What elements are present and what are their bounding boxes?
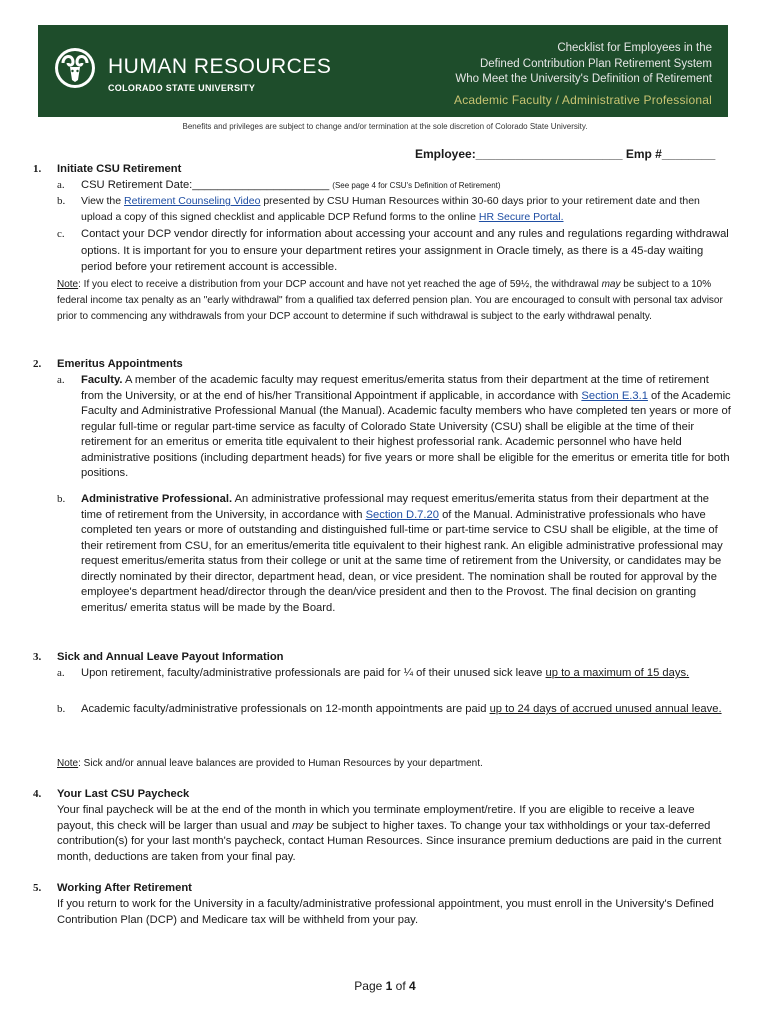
org-name: HUMAN RESOURCES — [108, 55, 332, 78]
university-name: COLORADO STATE UNIVERSITY — [108, 83, 256, 93]
paycheck-text: Your final paycheck will be at the end of the month in which you terminate employment/retire. If you are eligible to receive a leave payout, this check will be larger than usual and may be subject to higher taxes. To change your tax withholdings or your tax-deferred contribution(s) for your last month's paycheck, contact Human Resources. Since insurance premium deductions are paid in the current month, deductions are taken from your final pay. — [57, 804, 722, 863]
employee-field-line: Employee:______________________ Emp #________ — [415, 147, 716, 161]
ram-logo-icon — [54, 47, 96, 89]
item-letter: a. — [57, 374, 65, 386]
balances-note: Note: Sick and/or annual leave balances are provided to Human Resources by your department. — [57, 758, 483, 769]
section-title: Emeritus Appointments — [57, 358, 183, 370]
item-letter: c. — [57, 228, 65, 240]
item-letter: a. — [57, 179, 65, 191]
item-letter: b. — [57, 493, 66, 505]
section-title: Initiate CSU Retirement — [57, 163, 182, 175]
section-number: 3. — [33, 651, 42, 663]
withdrawal-note: Note: If you elect to receive a distribution from your DCP account and have not yet reached the age of 59½, the withdrawal may be subject to a 10% federal income tax penalty as an "early withdrawal" from a qualified tax deferred pension plan. You are encouraged to consult with personal tax advisor prior to commencing any withdrawals from your DCP account to determine if such withdrawal is subject to the early withdrawal penalty. — [57, 279, 723, 322]
page-number: Page 1 of 4 — [354, 979, 416, 993]
disclaimer: Benefits and privileges are subject to change and/or termination at the sole discretion of Colorado State University. — [182, 122, 588, 131]
section-number: 4. — [33, 788, 42, 800]
retirement-date-field: CSU Retirement Date:______________________ — [81, 179, 330, 191]
section-emeritus: 2. Emeritus Appointments a. Faculty. A member of the academic faculty may request emeritus/emerita status from their department at the time of retirement from the University, or at the end of his/her Transitional Appointment if applicable, in accordance with Section E.3.1 of the Academic Faculty and Administrative Professional Manual (the Manual). Academic faculty members who have completed ten years or more of regular full-time or regular part-time service as faculty of Colorado State University (CSU) shall be eligible at the time of their retirement for an emeritus or emerita title equivalent to their highest professorial rank. Academic personnel who have held administrative positions (including department heads) for five years or more shall be eligible for the emeritus or emerita title for both positions. b. Administrative Professional. An administrative professional may request emeritus/emerita status from their department at the time of retirement from the University, in accordance with Section D.7.20 of the Manual. Administrative professionals who have completed ten years or more of outstanding and distinguished full-time or part-time service to CSU shall be eligible, at the time of their retirement from CSU, for an emeritus/emerita title equivalent to their highest rank. An eligible administrative professional may request emeritus/emerita status from their college or unit at the same time of retirement from the University, or candidates may be directly nominated by their director, department head, dean, or vice president. The nomination shall be routed for approval by the employee's department head/director through the dean/vice president and then to the Provost. The final decision on granting emeritus/ emerita status will be made by the Board. — [33, 358, 731, 614]
section-number: 5. — [33, 882, 42, 894]
audience-subtitle: Academic Faculty / Administrative Professional — [454, 93, 712, 107]
section-working-after — [33, 881, 733, 931]
working-after-text: If you return to work for the University in a faculty/administrative professional appointment, you must enroll in the University's Defined Contribution Plan (DCP) and Medicare tax will be withheld from your pay. — [57, 898, 714, 926]
item-letter: b. — [57, 703, 66, 715]
section-e31-link[interactable]: Section E.3.1 — [581, 389, 648, 402]
section-d720-link[interactable]: Section D.7.20 — [365, 508, 439, 521]
retirement-video-link[interactable]: Retirement Counseling Video — [124, 195, 261, 207]
date-definition-note: (See page 4 for CSU's Definition of Retirement) — [332, 181, 501, 190]
item-letter: b. — [57, 195, 66, 207]
hr-secure-portal-link[interactable]: HR Secure Portal. — [478, 210, 564, 223]
section-title: Your Last CSU Paycheck — [57, 788, 190, 800]
item-letter: a. — [57, 667, 65, 679]
section-number: 2. — [33, 358, 42, 370]
section-number: 1. — [33, 163, 42, 175]
section-initiate-retirement: 1. Initiate CSU Retirement a. CSU Retirement Date:______________________ (See page 4 for CSU's Definition of Retirement) b. View the Retirement Counseling Video presented by CSU Human Resources within 30-60 days prior to your retirement date and then upload a copy of this signed checklist and applicable DCP Refund forms to the online HR Secure Portal. c. Contact your DCP vendor directly for information about accessing your account and any rules and regulations regarding withdrawal options. It is important for you to ensure your department retires your assignment in Oracle timely, as there is a 45-day waiting period before your retirement account is accessible. Note: If you elect to receive a distribution from your DCP account and have not yet reached the age of 59½, the withdrawal may be subject to a 10% federal income tax penalty as an "early withdrawal" from a qualified tax deferred pension plan. You are encouraged to consult with personal tax advisor prior to commencing any withdrawals from your DCP account to determine if such withdrawal is subject to the early withdrawal penalty. — [33, 162, 733, 342]
title-line-1: Checklist for Employees in the — [557, 42, 712, 54]
section-title: Sick and Annual Leave Payout Information — [57, 651, 284, 663]
section-title: Working After Retirement — [57, 882, 192, 894]
section-leave-payout: 3. Sick and Annual Leave Payout Information a. Upon retirement, faculty/administrative professionals are paid for ¼ of their unused sick leave up to a maximum of 15 days. b. Academic faculty/administrative professionals on 12-month appointments are paid up to 24 days of accrued unused annual leave. Note: Sick and/or annual leave balances are provided to Human Resources by your department. — [33, 650, 733, 775]
header-banner — [38, 25, 728, 117]
section-last-paycheck — [33, 787, 733, 867]
title-line-2: Defined Contribution Plan Retirement System — [479, 57, 712, 70]
checklist-title — [455, 41, 712, 88]
title-line-3: Who Meet the University's Definition of Retirement — [455, 73, 712, 85]
